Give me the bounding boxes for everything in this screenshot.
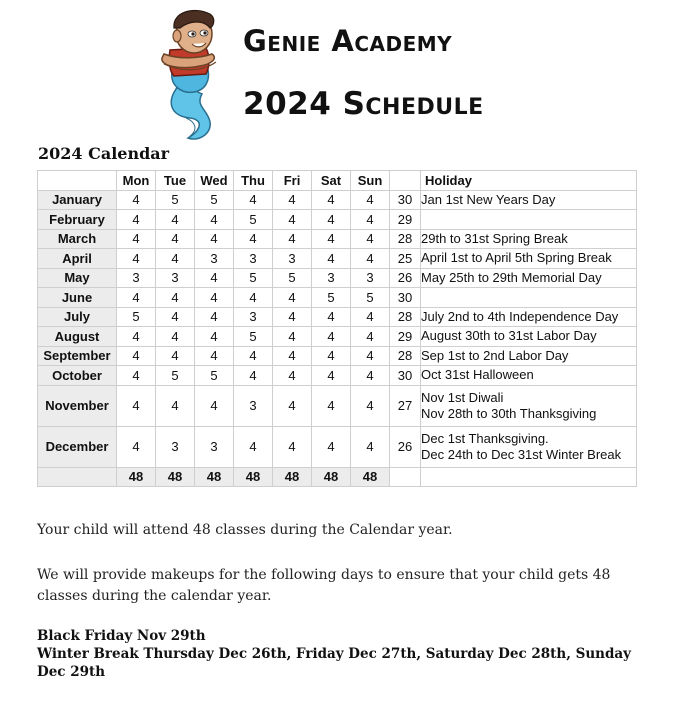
day-count-cell: 4 (234, 366, 273, 386)
day-count-cell: 4 (312, 307, 351, 327)
academy-title: Genie Academy (243, 24, 453, 58)
header-cell: Thu (234, 171, 273, 191)
day-count-cell: 4 (351, 385, 390, 426)
day-count-cell: 3 (234, 385, 273, 426)
header-cell: Mon (117, 171, 156, 191)
footer-total-cell: 48 (273, 467, 312, 487)
month-total-cell: 28 (390, 346, 421, 366)
day-count-cell: 4 (273, 346, 312, 366)
footer-total-cell: 48 (312, 467, 351, 487)
day-count-cell: 4 (195, 288, 234, 308)
day-count-cell: 4 (312, 327, 351, 347)
day-count-cell: 4 (312, 346, 351, 366)
month-cell: July (38, 307, 117, 327)
holiday-line: August 30th to 31st Labor Day (421, 328, 597, 344)
day-count-cell: 3 (195, 426, 234, 467)
day-count-cell: 3 (117, 268, 156, 288)
holiday-line: Nov 28th to 30th Thanksgiving (421, 405, 597, 421)
header-total-cell (390, 171, 421, 191)
day-count-cell: 4 (117, 229, 156, 249)
day-count-cell: 3 (273, 249, 312, 269)
makeup-line: Winter Break Thursday Dec 26th, Friday Dec 27th, Saturday Dec 28th, Sunday Dec 29th (37, 646, 632, 680)
table-row (38, 366, 637, 386)
holiday-line: July 2nd to 4th Independence Day (421, 308, 619, 324)
month-cell: January (38, 190, 117, 210)
header-cell: Sat (312, 171, 351, 191)
day-count-cell: 4 (195, 229, 234, 249)
holiday-line: 29th to 31st Spring Break (421, 230, 568, 246)
day-count-cell: 3 (351, 268, 390, 288)
day-count-cell: 3 (234, 249, 273, 269)
holiday-cell (421, 307, 637, 327)
footer-blank-cell (38, 467, 117, 487)
holiday-cell (421, 268, 637, 288)
month-cell: August (38, 327, 117, 347)
day-count-cell: 3 (195, 249, 234, 269)
month-total-cell: 29 (390, 327, 421, 347)
day-count-cell: 4 (312, 426, 351, 467)
day-count-cell: 3 (312, 268, 351, 288)
day-count-cell: 4 (117, 249, 156, 269)
table-footer-row (38, 467, 637, 487)
day-count-cell: 4 (273, 327, 312, 347)
day-count-cell: 5 (234, 268, 273, 288)
day-count-cell: 4 (273, 366, 312, 386)
day-count-cell: 5 (351, 288, 390, 308)
day-count-cell: 4 (156, 288, 195, 308)
day-count-cell: 4 (351, 190, 390, 210)
footer-total-cell: 48 (195, 467, 234, 487)
table-row (38, 426, 637, 467)
month-total-cell: 25 (390, 249, 421, 269)
holiday-cell (421, 288, 637, 308)
day-count-cell: 4 (273, 307, 312, 327)
day-count-cell: 4 (195, 210, 234, 230)
day-count-cell: 4 (234, 426, 273, 467)
day-count-cell: 4 (273, 288, 312, 308)
day-count-cell: 4 (117, 426, 156, 467)
day-count-cell: 4 (234, 288, 273, 308)
month-cell: June (38, 288, 117, 308)
month-total-cell: 30 (390, 366, 421, 386)
day-count-cell: 4 (195, 307, 234, 327)
month-cell: September (38, 346, 117, 366)
holiday-cell (421, 426, 637, 467)
month-cell: February (38, 210, 117, 230)
table-row (38, 327, 637, 347)
day-count-cell: 4 (234, 190, 273, 210)
day-count-cell: 5 (234, 210, 273, 230)
table-row (38, 346, 637, 366)
holiday-cell (421, 190, 637, 210)
month-total-cell: 29 (390, 210, 421, 230)
day-count-cell: 4 (351, 327, 390, 347)
day-count-cell: 4 (351, 366, 390, 386)
table-row (38, 210, 637, 230)
day-count-cell: 5 (156, 190, 195, 210)
header-cell: Fri (273, 171, 312, 191)
day-count-cell: 4 (195, 346, 234, 366)
day-count-cell: 4 (312, 190, 351, 210)
day-count-cell: 3 (234, 307, 273, 327)
holiday-line: May 25th to 29th Memorial Day (421, 269, 602, 285)
day-count-cell: 4 (117, 190, 156, 210)
header-corner-cell (38, 171, 117, 191)
day-count-cell: 4 (156, 307, 195, 327)
day-count-cell: 4 (156, 249, 195, 269)
holiday-cell (421, 229, 637, 249)
holiday-cell (421, 210, 637, 230)
makeup-paragraph: We will provide makeups for the following days to ensure that your child gets 48 classes during the calendar year. (37, 567, 611, 604)
day-count-cell: 4 (117, 385, 156, 426)
holiday-line: Nov 1st Diwali (421, 389, 504, 405)
attendance-paragraph: Your child will attend 48 classes during the Calendar year. (37, 522, 453, 538)
day-count-cell: 4 (273, 385, 312, 426)
calendar-table (37, 170, 637, 487)
day-count-cell: 4 (156, 346, 195, 366)
holiday-cell (421, 366, 637, 386)
day-count-cell: 5 (195, 190, 234, 210)
day-count-cell: 4 (273, 426, 312, 467)
day-count-cell: 4 (156, 327, 195, 347)
day-count-cell: 4 (195, 268, 234, 288)
footer-total-cell: 48 (156, 467, 195, 487)
holiday-line: Jan 1st New Years Day (421, 191, 556, 207)
table-row (38, 249, 637, 269)
day-count-cell: 4 (234, 229, 273, 249)
holiday-line: Oct 31st Halloween (421, 367, 534, 383)
month-cell: May (38, 268, 117, 288)
makeup-line: Black Friday Nov 29th (37, 628, 206, 644)
footer-total-cell: 48 (117, 467, 156, 487)
month-cell: April (38, 249, 117, 269)
table-row (38, 385, 637, 426)
month-total-cell: 28 (390, 307, 421, 327)
table-row (38, 268, 637, 288)
holiday-line: Sep 1st to 2nd Labor Day (421, 347, 569, 363)
footer-blank-cell (390, 467, 421, 487)
day-count-cell: 3 (156, 268, 195, 288)
footer-total-cell: 48 (351, 467, 390, 487)
day-count-cell: 4 (195, 327, 234, 347)
day-count-cell: 4 (312, 229, 351, 249)
day-count-cell: 4 (234, 346, 273, 366)
day-count-cell: 5 (117, 307, 156, 327)
day-count-cell: 4 (351, 346, 390, 366)
month-cell: November (38, 385, 117, 426)
calendar-heading: 2024 Calendar (38, 144, 170, 163)
holiday-line: Dec 1st Thanksgiving. (421, 430, 549, 446)
month-total-cell: 28 (390, 229, 421, 249)
day-count-cell: 4 (195, 385, 234, 426)
header-cell: Tue (156, 171, 195, 191)
day-count-cell: 4 (273, 190, 312, 210)
day-count-cell: 3 (156, 426, 195, 467)
calendar-body (38, 190, 637, 467)
day-count-cell: 5 (156, 366, 195, 386)
header-cell: Sun (351, 171, 390, 191)
holiday-line: April 1st to April 5th Spring Break (421, 250, 612, 266)
footer-total-cell: 48 (234, 467, 273, 487)
month-total-cell: 26 (390, 268, 421, 288)
month-total-cell: 26 (390, 426, 421, 467)
day-count-cell: 5 (195, 366, 234, 386)
table-row (38, 288, 637, 308)
month-cell: December (38, 426, 117, 467)
day-count-cell: 4 (117, 327, 156, 347)
header-cell: Holiday (421, 171, 637, 191)
day-count-cell: 4 (312, 249, 351, 269)
table-row (38, 229, 637, 249)
month-total-cell: 27 (390, 385, 421, 426)
day-count-cell: 4 (351, 249, 390, 269)
day-count-cell: 4 (117, 366, 156, 386)
table-row (38, 190, 637, 210)
day-count-cell: 4 (351, 307, 390, 327)
holiday-cell (421, 346, 637, 366)
month-cell: March (38, 229, 117, 249)
makeup-days-block (37, 627, 657, 681)
day-count-cell: 4 (351, 210, 390, 230)
month-total-cell: 30 (390, 190, 421, 210)
holiday-cell (421, 385, 637, 426)
day-count-cell: 4 (312, 366, 351, 386)
day-count-cell: 5 (234, 327, 273, 347)
day-count-cell: 5 (312, 288, 351, 308)
month-total-cell: 30 (390, 288, 421, 308)
table-row (38, 307, 637, 327)
schedule-title: 2024 Schedule (243, 86, 484, 122)
day-count-cell: 4 (312, 385, 351, 426)
day-count-cell: 4 (312, 210, 351, 230)
holiday-line: Dec 24th to Dec 31st Winter Break (421, 446, 622, 462)
day-count-cell: 4 (273, 229, 312, 249)
day-count-cell: 4 (273, 210, 312, 230)
day-count-cell: 4 (117, 346, 156, 366)
day-count-cell: 4 (156, 385, 195, 426)
month-cell: October (38, 366, 117, 386)
table-header-row (38, 171, 637, 191)
footer-blank-cell (421, 467, 637, 487)
header-cell: Wed (195, 171, 234, 191)
day-count-cell: 4 (156, 229, 195, 249)
holiday-cell (421, 249, 637, 269)
day-count-cell: 4 (117, 210, 156, 230)
day-count-cell: 5 (273, 268, 312, 288)
genie-mascot-icon (150, 6, 232, 146)
day-count-cell: 4 (156, 210, 195, 230)
day-count-cell: 4 (351, 426, 390, 467)
day-count-cell: 4 (351, 229, 390, 249)
day-count-cell: 4 (117, 288, 156, 308)
holiday-cell (421, 327, 637, 347)
